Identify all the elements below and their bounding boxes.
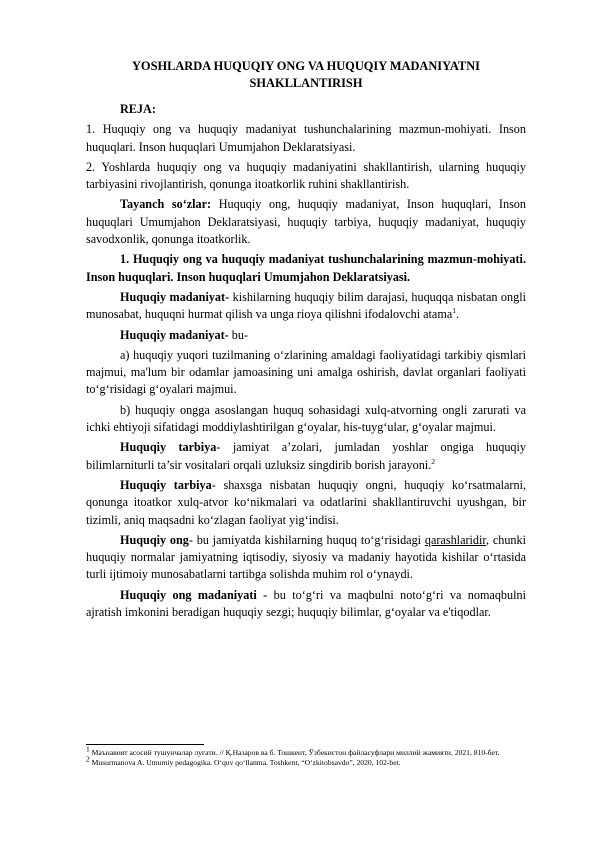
document-body <box>86 58 526 621</box>
footnote-number: 2 <box>86 754 90 764</box>
keywords-paragraph <box>86 196 526 248</box>
definition-paragraph-5 <box>86 532 526 584</box>
definition-text: bu- <box>228 327 249 342</box>
definition-term: Huquqiy ong madaniyati - <box>120 587 268 602</box>
footnotes <box>86 744 526 768</box>
footnote-ref-1[interactable]: 1 <box>452 306 456 316</box>
footnote-2 <box>86 754 526 768</box>
definition-text: - bu jamiyatda kishilarning huquq to‘g‘risidagi <box>188 532 425 547</box>
definition-text: - jamiyat a’zolari, jumladan yoshlar ongiga huquqiy bilimlarniturli ta’sir vositalari orqali uzluksiz singdirib borish jarayoni. <box>86 440 526 472</box>
page-title: YOSHLARDA HUQUQIY ONG VA HUQUQIY MADANIYATNI SHAKLLANTIRISH <box>131 59 480 90</box>
definition-term: Huquqiy madaniyat- <box>120 327 229 342</box>
definition-text: - shaxsga nisbatan huquqiy ongni, huquqiy ko‘rsatmalarni, qonunga itoatkor xulq-atvor ko‘nikmalari va odatlarini shakllantiruvchi uyushgan, bir tizimli, aniq maqsadni ko‘zlagan faoliyat yig‘indisi. <box>86 477 526 527</box>
definition-term: Huquqiy ong <box>120 532 189 547</box>
keywords-text: Huquqiy ong, huquqiy madaniyat, Inson huquqlari, Inson huquqlari Umumjahon Deklaratsiyasi, huquqiy tarbiya, huquqiy madaniyat, huquqiy savodxonlik, qonunga itoatkorlik. <box>86 197 526 247</box>
definition-term: Huquqiy tarbiya <box>120 440 217 455</box>
definition-term: Huquqiy madaniyat- <box>120 289 230 304</box>
definition-text: kishilarning huquqiy bilim darajasi, huquqqa nisbatan ongli munosabat, huquqni hurmat qilish va unga rioya qilishni ifodalovchi atama <box>86 289 526 322</box>
definition-paragraph-2 <box>86 327 526 344</box>
footnote-text: Musurmanova A. Umumiy pedagogika. O‘quv qo‘llanma. Toshkent, “O‘zkitobsavdo”, 2020, 102-bet. <box>89 758 401 767</box>
footnote-text: Маънавият асосий тушунчалар луғати. // Қ.Назаров ва б. Тошкент, Ўзбекистон файласуфлари миллий жамияти, 2021, 810-бет. <box>89 748 500 757</box>
definition-paragraph-3 <box>86 439 526 474</box>
footnote-1 <box>86 744 526 758</box>
underlined-word: qarashlaridir <box>424 532 486 547</box>
footnote-separator <box>86 744 204 745</box>
plan-heading: REJA: <box>120 102 156 116</box>
definition-term: Huquqiy tarbiya <box>120 477 212 492</box>
plan-item-1: 1. Huquqiy ong va huquqiy madaniyat tushunchalarining mazmun-mohiyati. Inson huquqlari. Inson huquqlari Umumjahon Deklaratsiyasi. <box>86 122 526 154</box>
definition-paragraph-6 <box>86 587 526 622</box>
footnote-ref-2[interactable]: 2 <box>431 456 435 466</box>
keywords-label: Tayanch so‘zlar: <box>120 197 212 212</box>
definition-text-continued: , chunki huquqiy normalar jamiyatning iqtisodiy, siyosiy va madaniy hayotida kishilar o‘rtasida turli ijtimoiy munosabatlarni tartibga solishda muhim rol o‘ynaydi. <box>86 532 526 582</box>
definition-paragraph-4 <box>86 477 526 529</box>
definition-text: bu to‘g‘ri va maqbulni noto‘g‘ri va nomaqbulni ajratish imkonini beradigan huquqiy sezgi; huquqiy bilimlar, g‘oyalar va e'tiqodlar. <box>86 587 526 620</box>
footnote-number: 1 <box>86 744 90 754</box>
list-item-b: b) huquqiy ongga asoslangan huquq sohasidagi xulq-atvorning ongli zarurati va ichki ehtiyoji sifatidagi moddiylashtirilgan g‘oyalar, his-tuyg‘ular, g‘oyalar majmui. <box>86 402 526 435</box>
list-item-a: a) huquqiy yuqori tuzilmaning o‘zlarining amaldagi faoliyatidagi tarkibiy qismlari majmui, ma'lum bir odamlar jamoasining uni amalga oshirish, davlat organlari faoliyati to‘g‘risidagi g‘oyalari majmui. <box>86 347 526 397</box>
plan-item-2: 2. Yoshlarda huquqiy ong va huquqiy madaniyatini shakllantirish, ularning huquqiy tarbiyasini rivojlantirish, qonunga itoatkorlik ruhini shakllantirish. <box>86 159 526 192</box>
section-heading: 1. Huquqiy ong va huquqiy madaniyat tushunchalarining mazmun-mohiyati. Inson huquqlari. Inson huquqlari Umumjahon Deklaratsiyasi. <box>86 252 526 284</box>
definition-paragraph-1: Huquqiy madaniyat- kishilarning huquqiy bilim darajasi, huquqqa nisbatan ongli munosabat, huquqni hurmat qilish va unga rioya qilishni ifodalovchi atama$^1$. <box>86 289 526 322</box>
